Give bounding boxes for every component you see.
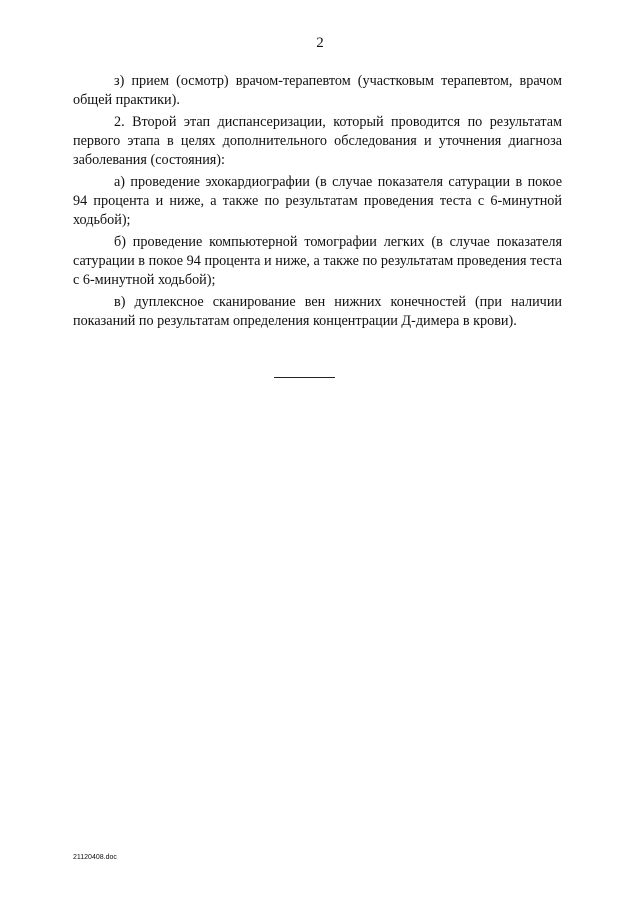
page-number: 2 — [316, 35, 324, 51]
paragraph-item-v: в) дуплексное сканирование вен нижних конечностей (при наличии показаний по результатам определения концентрации Д-димера в крови). — [73, 294, 562, 329]
paragraph-second-stage: 2. Второй этап диспансеризации, который проводится по результатам первого этапа в целях дополнительного обследования и уточнения диагноза заболевания (состояния): — [73, 114, 562, 168]
paragraph-item-z: з) прием (осмотр) врачом-терапевтом (участковым терапевтом, врачом общей практики). — [73, 73, 562, 108]
paragraph-item-a: а) проведение эхокардиографии (в случае показателя сатурации в покое 94 процента и ниже, а также по результатам проведения теста с 6-минутной ходьбой); — [73, 174, 562, 228]
end-divider — [274, 377, 335, 378]
paragraph-item-b: б) проведение компьютерной томографии легких (в случае показателя сатурации в покое 94 процента и ниже, а также по результатам проведения теста с 6-минутной ходьбой); — [73, 234, 562, 288]
footer-filename: 21120408.doc — [73, 854, 117, 861]
document-body — [73, 72, 562, 334]
